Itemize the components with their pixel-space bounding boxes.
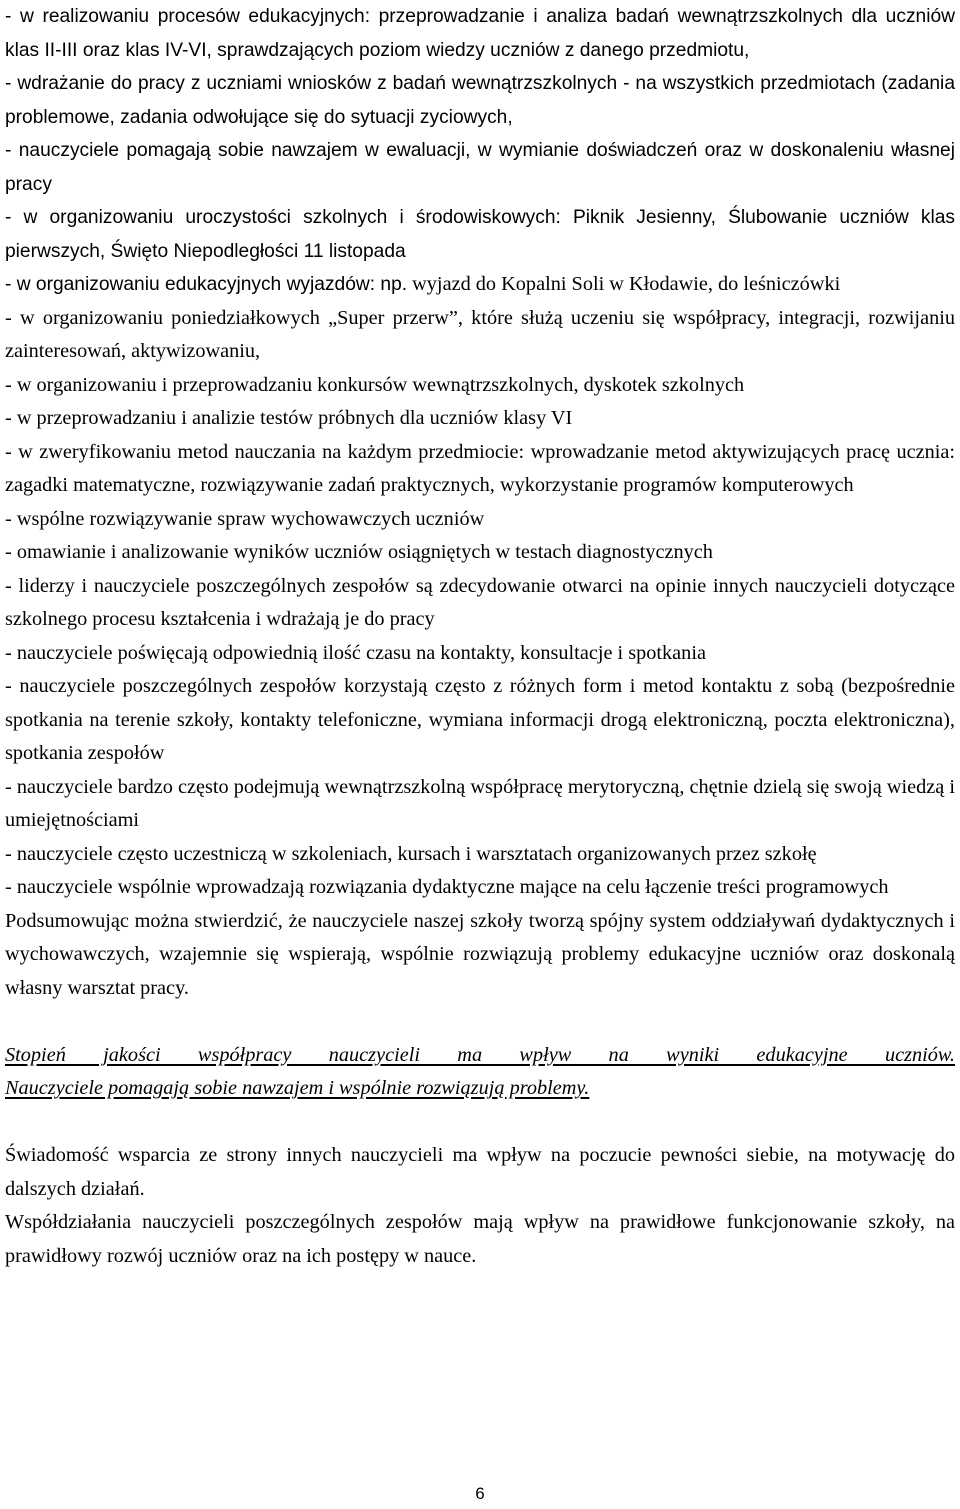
list-item-serif-part: wyjazd do Kopalni Soli w Kłodawie, do leśniczówki <box>407 273 841 295</box>
list-item: - omawianie i analizowanie wyników uczniów osiągniętych w testach diagnostycznych <box>5 541 713 563</box>
summary-paragraph: Podsumowując można stwierdzić, że nauczyciele naszej szkoły tworzą spójny system oddziaływań dydaktycznych i wychowawczych, wzajemnie się wspierają, wspólnie rozwiązują problemy edukacyjne uczniów oraz doskonalą własny warsztat pracy. <box>5 909 955 999</box>
list-item: - nauczyciele często uczestniczą w szkoleniach, kursach i warsztatach organizowanych przez szkołę <box>5 842 817 865</box>
list-item: - w przeprowadzaniu i analizie testów próbnych dla uczniów klasy VI <box>5 407 573 429</box>
list-item: - liderzy i nauczyciele poszczególnych zespołów są zdecydowanie otwarci na opinie innych nauczycieli dotyczące szkolnego procesu kształcenia i wdrażają je do pracy <box>5 574 955 630</box>
conclusion-line-1: Stopień jakości współpracy nauczycieli ma wpływ na wyniki edukacyjne uczniów. <box>5 1043 955 1066</box>
spacer <box>5 1106 955 1140</box>
list-item: - w organizowaniu poniedziałkowych „Super przerw”, które służą uczeniu się współpracy, integracji, rozwijaniu zainteresowań, aktywizowaniu, <box>5 306 955 362</box>
list-item: - w realizowaniu procesów edukacyjnych: przeprowadzanie i analiza badań wewnątrzszkolnych dla uczniów klas II-III oraz klas IV-VI, sprawdzających poziom wiedzy uczniów z danego przedmiotu, <box>5 6 955 61</box>
list-item-mixed <box>5 268 955 302</box>
paragraph: Świadomość wsparcia ze strony innych nauczycieli ma wpływ na poczucie pewności siebie, na motywację do dalszych działań. <box>5 1144 955 1200</box>
list-item: - nauczyciele pomagają sobie nawzajem w ewaluacji, w wymianie doświadczeń oraz w doskonaleniu własnej pracy <box>5 140 955 195</box>
conclusion-line-2: Nauczyciele pomagają sobie nawzajem i wspólnie rozwiązują problemy. <box>5 1077 590 1099</box>
list-item: - wdrażanie do pracy z uczniami wniosków z badań wewnątrzszkolnych - na wszystkich przedmiotach (zadania problemowe, zadania odwołujące się do sytuacji zyciowych, <box>5 73 955 128</box>
list-item: - nauczyciele poszczególnych zespołów korzystają często z różnych form i metod kontaktu z sobą (bezpośrednie spotkania na terenie szkoły, kontakty telefoniczne, wymiana informacji drogą elektroniczną, poczta elektroniczna), spotkania zespołów <box>5 675 955 764</box>
list-item: - w organizowaniu uroczystości szkolnych i środowiskowych: Piknik Jesienny, Ślubowanie uczniów klas pierwszych, Święto Niepodległości 11 listopada <box>5 207 955 262</box>
list-item: - nauczyciele poświęcają odpowiednią ilość czasu na kontakty, konsultacje i spotkania <box>5 641 706 664</box>
paragraph: Współdziałania nauczycieli poszczególnych zespołów mają wpływ na prawidłowe funkcjonowanie szkoły, na prawidłowy rozwój uczniów oraz na ich postępy w nauce. <box>5 1211 955 1267</box>
page-number: 6 <box>475 1484 485 1503</box>
list-item: - wspólne rozwiązywanie spraw wychowawczych uczniów <box>5 507 485 530</box>
list-item: - nauczyciele bardzo często podejmują wewnątrzszkolną współpracę merytoryczną, chętnie dzielą się swoją wiedzą i umiejętnościami <box>5 775 955 831</box>
document-page <box>5 0 955 1273</box>
list-item: - w zweryfikowaniu metod nauczania na każdym przedmiocie: wprowadzanie metod aktywizujących pracę ucznia: zagadki matematyczne, rozwiązywanie zadań praktycznych, wykorzystanie programów komputerowych <box>5 440 955 496</box>
list-item: - nauczyciele wspólnie wprowadzają rozwiązania dydaktyczne mające na celu łączenie treści programowych <box>5 876 889 898</box>
list-item: - w organizowaniu i przeprowadzaniu konkursów wewnątrzszkolnych, dyskotek szkolnych <box>5 373 745 396</box>
spacer <box>5 1005 955 1039</box>
list-item-sans-part: - w organizowaniu edukacyjnych wyjazdów: np. <box>5 274 408 295</box>
